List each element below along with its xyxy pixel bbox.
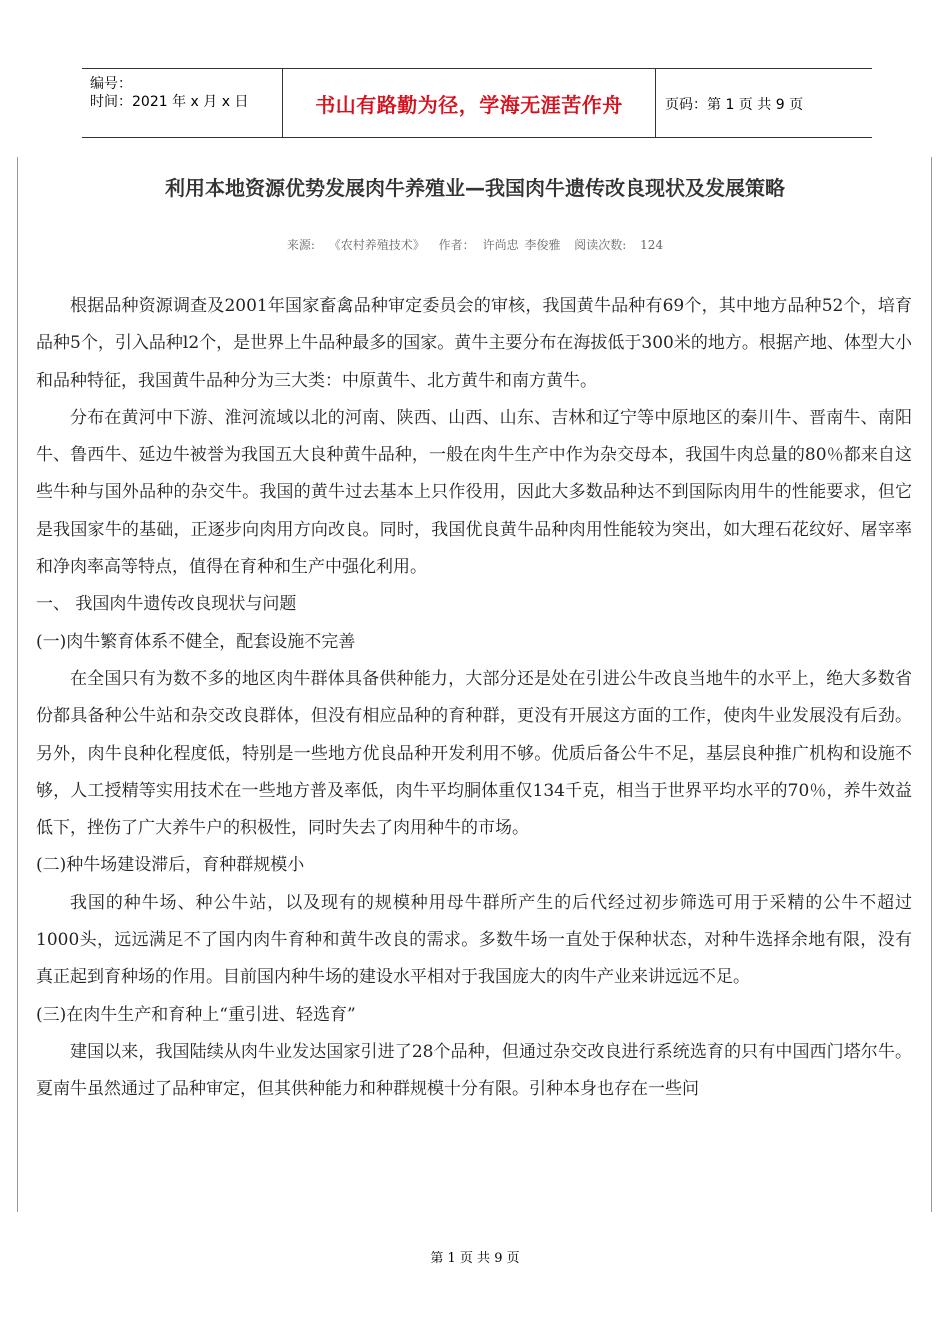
- subsection-heading: (二)种牛场建设滞后，育种群规模小: [36, 855, 305, 876]
- subsection-heading: (三)在肉牛生产和育种上“重引进、轻选育”: [36, 1004, 356, 1025]
- paragraph: 在全国只有为数不多的地区肉牛群体具备供种能力，大部分还是处在引进公牛改良当地牛的水平上，绝大多数省份都具备种公牛站和杂交改良群体，但没有相应品种的育种群，更没有开展这方面的工作，使肉牛业发展没有后劲。另外，肉牛良种化程度低，特别是一些地方优良品种开发利用不够。优质后备公牛不足，基层良种推广机构和设施不够，人工授精等实用技术在一些地方普及率低，肉牛平均胴体重仅134千克，相当于世界平均水平的70％，养牛效益低下，挫伤了广大养牛户的积极性，同时失去了肉用种牛的市场。: [36, 668, 912, 839]
- read-count-label: 阅读次数:: [574, 238, 627, 252]
- read-count: 124: [640, 238, 664, 252]
- header-page-code: 页码：第 1 页 共 9 页: [665, 97, 804, 113]
- document-date: 时间：2021 年 x 月 x 日: [90, 94, 249, 110]
- section-heading: 一、 我国肉牛遗传改良现状与问题: [36, 594, 297, 615]
- article-meta: [0, 236, 950, 253]
- document-number: 编号：: [90, 76, 132, 92]
- page-footer: 第 1 页 共 9 页: [430, 1251, 520, 1266]
- header-motto: 书山有路勤为径，学海无涯苦作舟: [315, 92, 623, 117]
- header-info-cell: [82, 69, 282, 137]
- paragraph: 建国以来，我国陆续从肉牛业发达国家引进了28个品种，但通过杂交改良进行系统选育的只有中国西门塔尔牛。夏南牛虽然通过了品种审定，但其供种能力和种群规模十分有限。引种本身也存在一些问: [36, 1041, 912, 1100]
- paragraph: 我国的种牛场、种公牛站，以及现有的规模种用母牛群所产生的后代经过初步筛选可用于采精的公牛不超过1000头，远远满足不了国内肉牛育种和黄牛改良的需求。多数牛场一直处于保种状态，对种牛选择余地有限，没有真正起到育种场的作用。目前国内种牛场的建设水平相对于我国庞大的肉牛产业来讲远远不足。: [36, 892, 912, 988]
- source-name: 《农村养殖技术》: [328, 238, 425, 252]
- article-title: 利用本地资源优势发展肉牛养殖业—我国肉牛遗传改良现状及发展策略: [165, 176, 785, 200]
- header-divider: [655, 69, 656, 137]
- article-body: [36, 288, 912, 1109]
- paragraph: 分布在黄河中下游、淮河流域以北的河南、陕西、山西、山东、吉林和辽宁等中原地区的秦川牛、晋南牛、南阳牛、鲁西牛、延边牛被誉为我国五大良种黄牛品种，一般在肉牛生产中作为杂交母本，我国牛肉总量的80％都来自这些牛种与国外品种的杂交牛。我国的黄牛过去基本上只作役用，因此大多数品种达不到国际肉用牛的性能要求，但它是我国家牛的基础，正逐步向肉用方向改良。同时，我国优良黄牛品种肉用性能较为突出，如大理石花纹好、屠宰率和净肉率高等特点，值得在育种和生产中强化利用。: [36, 407, 912, 578]
- paragraph: 根据品种资源调查及2001年国家畜禽品种审定委员会的审核，我国黄牛品种有69个，其中地方品种52个，培育品种5个，引入品种l2个，是世界上牛品种最多的国家。黄牛主要分布在海拔低于300米的地方。根据产地、体型大小和品种特征，我国黄牛品种分为三大类：中原黄牛、北方黄牛和南方黄牛。: [36, 296, 912, 391]
- page-frame-right: [931, 157, 932, 1212]
- source-label: 来源:: [286, 238, 315, 252]
- author-names: 许尚忠 李俊雅: [482, 238, 561, 252]
- subsection-heading: (一)肉牛繁育体系不健全，配套设施不完善: [36, 631, 356, 652]
- page-frame-left: [17, 157, 18, 1212]
- document-header: [82, 68, 872, 138]
- author-label: 作者：: [438, 238, 475, 252]
